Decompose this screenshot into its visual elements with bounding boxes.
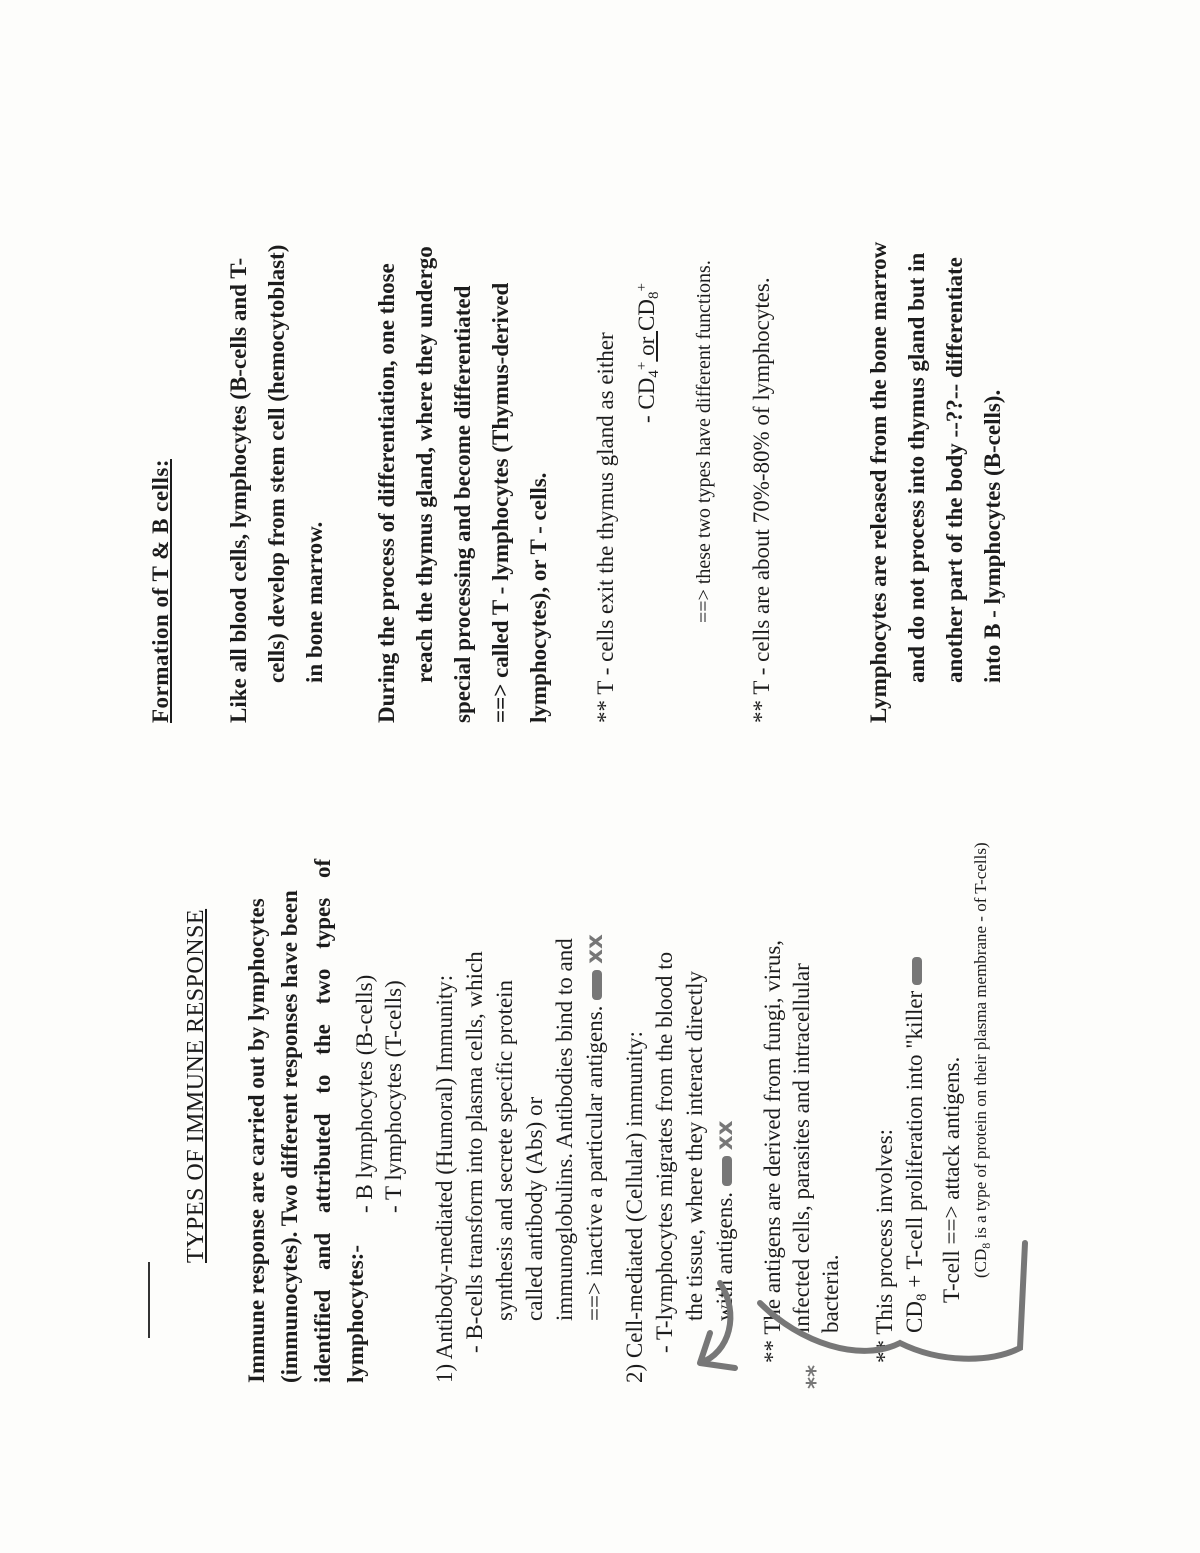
p5-line: into B - lymphocytes (B-cells).	[980, 389, 1005, 683]
p1-line: Like all blood cells, lymphocytes (B-cells and T-	[226, 257, 251, 723]
cellular-line: - T-lymphocytes migrates from the blood to	[652, 951, 677, 1353]
cd-subscript: 8	[914, 1293, 930, 1302]
p2-line: During the process of differentiation, one those	[374, 263, 399, 723]
process-text: + T-cell proliferation into "killer	[902, 990, 927, 1294]
formation-paragraph-4: ** T - cells are about 70%-80% of lymphocytes.	[749, 277, 774, 723]
star-annotation: **	[803, 1364, 829, 1389]
cd4-superscript: +	[634, 361, 650, 371]
footnote-subscript: 8	[979, 1242, 993, 1249]
humoral-heading: 1) Antibody-mediated (Humoral) Immunity:	[432, 974, 457, 1383]
highlight-mark	[592, 970, 602, 1000]
process-section	[870, 957, 967, 1363]
type-b: - B lymphocytes (B-cells)	[352, 974, 377, 1213]
p2-line: reach the thymus gland, where they undergo	[412, 246, 437, 683]
intro-line: (immunocytes). Two different responses have been	[277, 890, 302, 1383]
cellular-text: with antigens.	[712, 1191, 737, 1321]
type-t: - T lymphocytes (T-cells)	[381, 980, 406, 1213]
highlight-mark	[722, 1156, 732, 1186]
process-line	[900, 957, 937, 1363]
cd8-subscript: 8	[646, 291, 662, 300]
cd4-label: - CD	[634, 377, 659, 423]
cd4-subscript: 4	[646, 370, 662, 378]
footnote	[964, 842, 1003, 1278]
humoral-line: immunoglobulins. Antibodies bind to and	[552, 938, 577, 1321]
p1-line: cells) develop from stem cell (hemocytoblast)	[264, 244, 289, 683]
p2-line: special processing and become differentiated	[450, 285, 475, 723]
or-word: or	[634, 330, 659, 362]
footnote-cd: (CD	[971, 1248, 990, 1278]
humoral-line: - B-cells transform into plasma cells, which	[462, 951, 487, 1353]
formation-paragraph-2	[368, 246, 558, 723]
xx-annotation: xx	[712, 1120, 738, 1151]
formation-paragraph-1	[220, 245, 334, 723]
p5-line: another part of the body --??-- differentiate	[942, 257, 967, 683]
p3-line: ** T - cells exit the thymus gland as either	[593, 332, 618, 723]
lymphocyte-types	[350, 975, 408, 1213]
cd8-superscript: +	[634, 283, 650, 292]
right-title: Formation of T & B cells:	[148, 459, 173, 723]
cellular-line-last	[710, 952, 740, 1383]
antigens-line: infected cells, parasites and intracellular	[789, 963, 814, 1333]
p2-line: lymphocytes), or T - cells.	[526, 472, 551, 723]
process-heading: ** This process involves:	[872, 1128, 897, 1363]
cd-label: CD	[902, 1301, 927, 1333]
intro-line: lymphocytes:-	[343, 1245, 368, 1383]
p2-line: ==> called T - lymphocytes (Thymus-derived	[488, 282, 513, 723]
antigens-line: bacteria.	[818, 1254, 843, 1333]
cellular-section	[620, 952, 740, 1383]
humoral-section	[430, 934, 610, 1383]
highlight-mark	[912, 957, 922, 985]
humoral-line-last	[580, 934, 610, 1383]
formation-paragraph-3	[588, 260, 722, 723]
xx-annotation: xx	[582, 934, 608, 964]
cd8-label: CD	[634, 299, 659, 331]
left-title: TYPES OF IMMUNE RESPONSE	[183, 908, 209, 1263]
intro-line: identified and attributed to the two types of	[310, 858, 335, 1383]
intro-line: Immune response are carried out by lymphocytes	[244, 898, 269, 1383]
p5-line: Lymphocytes are released from the bone marrow	[866, 241, 891, 723]
cellular-heading: 2) Cell-mediated (Cellular) immunity:	[622, 1031, 647, 1383]
process-line: T-cell ==> attack antigens.	[939, 1056, 964, 1303]
humoral-line: called antibody (Abs) or	[522, 1096, 547, 1321]
humoral-line: synthesis and secrete specific protein	[492, 979, 517, 1321]
p3-note: ==> these two types have different functions.	[693, 260, 715, 623]
p5-line: and do not process into thymus gland but in	[904, 252, 929, 683]
humoral-text: ==> inactive a particular antigens.	[582, 1005, 607, 1321]
formation-paragraph-5	[860, 242, 1012, 723]
antigens-note	[758, 940, 845, 1363]
cd-types-line	[624, 260, 672, 723]
p1-line: in bone marrow.	[302, 521, 327, 683]
antigens-line: ** The antigens are derived from fungi, virus,	[760, 939, 785, 1363]
footnote-text: is a type of protein on their plasma membrane - of T-cells)	[971, 842, 990, 1243]
cellular-line: the tissue, where they interact directly	[682, 971, 707, 1321]
